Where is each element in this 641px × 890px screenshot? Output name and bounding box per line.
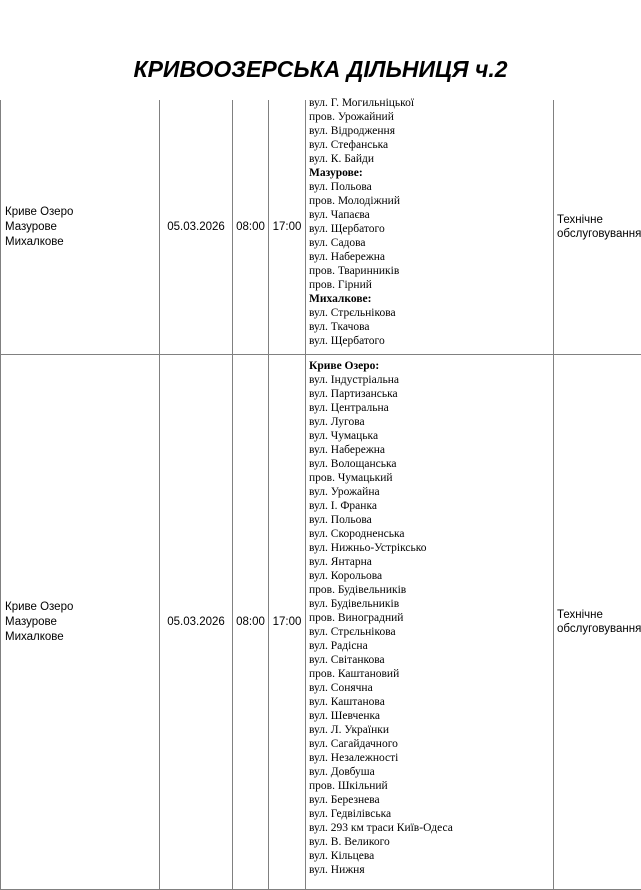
street-item: вул. Л. Українки (309, 723, 553, 737)
reason-line: обслуговування (557, 227, 641, 241)
street-item: вул. Урожайна (309, 485, 553, 499)
reason-line: Технічне (557, 213, 641, 227)
street-item: пров. Чумацький (309, 471, 553, 485)
street-item: вул. Чумацька (309, 429, 553, 443)
street-item: вул. І. Франка (309, 499, 553, 513)
street-item: вул. Щербатого (309, 222, 553, 236)
street-item: пров. Шкільний (309, 779, 553, 793)
street-item: вул. Г. Могильніцької (309, 96, 553, 110)
street-item: вул. Корольова (309, 569, 553, 583)
streets-cell (306, 355, 554, 890)
street-item: вул. Будівельників (309, 597, 553, 611)
street-item: пров. Урожайний (309, 110, 553, 124)
location-name: Криве Озеро (5, 205, 159, 220)
outage-table (0, 100, 641, 890)
village-heading: Мазурове: (309, 166, 553, 180)
location-name: Криве Озеро (5, 600, 159, 615)
street-item: вул. Чапаєва (309, 208, 553, 222)
street-item: вул. Скородненська (309, 527, 553, 541)
street-item: пров. Гірний (309, 278, 553, 292)
village-heading: Михалкове: (309, 292, 553, 306)
street-item: вул. Стефанська (309, 138, 553, 152)
street-item: вул. Шевченка (309, 709, 553, 723)
reason-cell (554, 355, 641, 890)
street-item: вул. Каштанова (309, 695, 553, 709)
end-time-cell: 17:00 (269, 100, 306, 355)
street-item: вул. Стрєльнікова (309, 306, 553, 320)
street-item: вул. Світанкова (309, 653, 553, 667)
street-item: вул. Довбуша (309, 765, 553, 779)
street-item: вул. К. Байди (309, 152, 553, 166)
street-item: пров. Тваринників (309, 264, 553, 278)
street-item: вул. Радісна (309, 639, 553, 653)
street-item: вул. Нижня (309, 863, 553, 877)
street-item: вул. Ткачова (309, 320, 553, 334)
date-cell: 05.03.2026 (160, 355, 233, 890)
start-time-cell: 08:00 (233, 100, 269, 355)
street-item: вул. Волощанська (309, 457, 553, 471)
street-item: пров. Молодіжний (309, 194, 553, 208)
village-heading: Криве Озеро: (309, 359, 553, 373)
street-item: вул. Стрєльнікова (309, 625, 553, 639)
street-item: вул. Польова (309, 180, 553, 194)
end-time-cell: 17:00 (269, 355, 306, 890)
street-item: вул. Янтарна (309, 555, 553, 569)
street-item: вул. В. Великого (309, 835, 553, 849)
street-item: вул. Березнева (309, 793, 553, 807)
street-item: вул. Кільцева (309, 849, 553, 863)
street-item: пров. Виноградний (309, 611, 553, 625)
street-item: вул. Гедвілівська (309, 807, 553, 821)
reason-line: обслуговування (557, 622, 641, 636)
street-item: вул. Набережна (309, 443, 553, 457)
page-title: КРИВООЗЕРСЬКА ДІЛЬНИЦЯ ч.2 (0, 56, 641, 83)
street-item: вул. Партизанська (309, 387, 553, 401)
street-item: вул. Лугова (309, 415, 553, 429)
street-item: вул. Сонячна (309, 681, 553, 695)
location-name: Михалкове (5, 630, 159, 645)
start-time-cell: 08:00 (233, 355, 269, 890)
table-row (1, 355, 641, 890)
streets-cell (306, 100, 554, 355)
street-item: вул. Нижньо-Устріксько (309, 541, 553, 555)
street-item: вул. Центральна (309, 401, 553, 415)
street-item: вул. Відродження (309, 124, 553, 138)
street-item: вул. Індустріальна (309, 373, 553, 387)
street-item: вул. Щербатого (309, 334, 553, 348)
street-item: вул. 293 км траси Київ-Одеса (309, 821, 553, 835)
locations-cell (1, 355, 160, 890)
locations-cell (1, 100, 160, 355)
date-cell: 05.03.2026 (160, 100, 233, 355)
location-name: Мазурове (5, 615, 159, 630)
street-item: вул. Сагайдачного (309, 737, 553, 751)
location-name: Михалкове (5, 235, 159, 250)
reason-cell (554, 100, 641, 355)
table-row (1, 100, 641, 355)
street-item: пров. Будівельників (309, 583, 553, 597)
reason-line: Технічне (557, 608, 641, 622)
street-item: вул. Садова (309, 236, 553, 250)
street-item: вул. Набережна (309, 250, 553, 264)
location-name: Мазурове (5, 220, 159, 235)
street-item: вул. Незалежності (309, 751, 553, 765)
street-item: вул. Польова (309, 513, 553, 527)
street-item: пров. Каштановий (309, 667, 553, 681)
